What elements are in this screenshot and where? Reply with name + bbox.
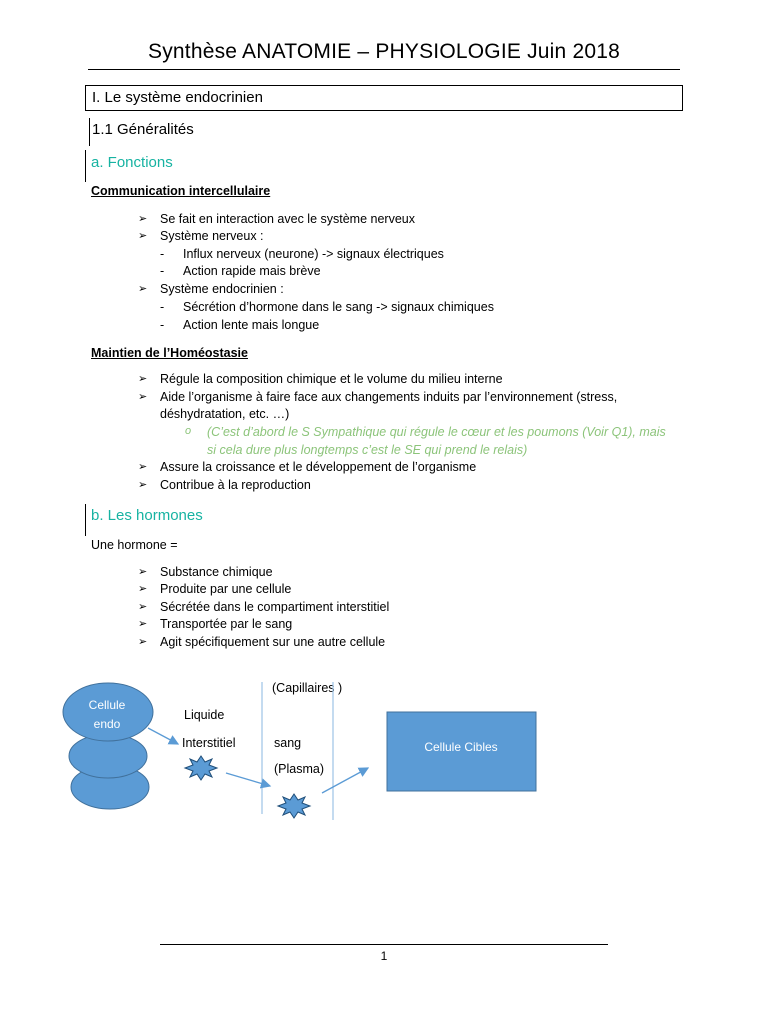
dash-bullet: - <box>160 247 165 261</box>
fonctions-heading: a. Fonctions <box>91 154 173 171</box>
page-header-title: Synthèse ANATOMIE – PHYSIOLOGIE Juin 2018 <box>148 40 620 63</box>
dash-bullet: - <box>160 264 165 278</box>
arrow-bullet-icon: ➢ <box>138 636 148 648</box>
page-number: 1 <box>380 949 388 963</box>
list-item: Substance chimique <box>160 565 273 579</box>
interstitiel-label: Interstitiel <box>182 736 236 750</box>
footer-rule <box>160 944 608 945</box>
arrow-bullet-icon: ➢ <box>138 601 148 613</box>
subsection-title: 1.1 Généralités <box>92 121 194 138</box>
list-item: Système nerveux : <box>160 229 264 243</box>
list-item-continuation: déshydratation, etc. …) <box>160 407 290 421</box>
homeostasis-heading: Maintien de l’Homéostasie <box>91 346 248 360</box>
heading-bar <box>89 118 90 146</box>
list-item: Sécrétion d’hormone dans le sang -> signaux chimiques <box>183 300 494 314</box>
list-item: Agit spécifiquement sur une autre cellule <box>160 635 386 649</box>
header-rule <box>88 69 680 70</box>
list-item: Sécrétée dans le compartiment interstitiel <box>160 600 390 614</box>
arrow-bullet-icon: ➢ <box>138 213 148 225</box>
capillaires-label: (Capillaires ) <box>272 681 343 695</box>
cell-label: endo <box>93 717 121 731</box>
arrow-bullet-icon: ➢ <box>138 461 148 473</box>
section-title-box <box>85 85 683 111</box>
plasma-label: (Plasma) <box>274 762 325 776</box>
list-item: Régule la composition chimique et le volume du milieu interne <box>160 372 503 386</box>
sang-label: sang <box>274 736 302 750</box>
note-line: (C’est d’abord le S Sympathique qui régule le cœur et les poumons (Voir Q1), mais <box>207 425 666 439</box>
cell-endo-ellipse <box>63 683 153 741</box>
list-item: Influx nerveux (neurone) -> signaux électriques <box>183 247 444 261</box>
hormones-heading: b. Les hormones <box>91 507 203 524</box>
dash-bullet: - <box>160 318 165 332</box>
list-item: Contribue à la reproduction <box>160 478 311 492</box>
section-title: I. Le système endocrinien <box>92 89 263 106</box>
arrow-bullet-icon: ➢ <box>138 230 148 242</box>
communication-heading: Communication intercellulaire <box>91 184 271 198</box>
hormone-star-icon <box>185 756 217 780</box>
list-item: Action lente mais longue <box>183 318 320 332</box>
heading-bar <box>85 504 86 536</box>
list-item: Aide l’organisme à faire face aux changements induits par l’environnement (stress, <box>160 390 618 404</box>
arrow-icon <box>226 773 270 786</box>
circle-bullet-icon: o <box>185 425 192 437</box>
list-item: Action rapide mais brève <box>183 264 321 278</box>
dash-bullet: - <box>160 300 165 314</box>
heading-bar <box>85 150 86 182</box>
target-cell-label: Cellule Cibles <box>424 740 498 754</box>
arrow-bullet-icon: ➢ <box>138 566 148 578</box>
list-item: Transportée par le sang <box>160 617 293 631</box>
arrow-bullet-icon: ➢ <box>138 391 148 403</box>
arrow-icon <box>322 768 368 793</box>
list-item: Produite par une cellule <box>160 582 292 596</box>
arrow-bullet-icon: ➢ <box>138 283 148 295</box>
hormone-intro: Une hormone = <box>91 538 178 552</box>
arrow-bullet-icon: ➢ <box>138 373 148 385</box>
hormone-star-icon <box>278 794 310 818</box>
list-item: Se fait en interaction avec le système nerveux <box>160 212 415 226</box>
arrow-bullet-icon: ➢ <box>138 618 148 630</box>
liquide-label: Liquide <box>184 708 225 722</box>
arrow-bullet-icon: ➢ <box>138 479 148 491</box>
arrow-bullet-icon: ➢ <box>138 583 148 595</box>
list-item: Système endocrinien : <box>160 282 284 296</box>
arrow-icon <box>148 728 178 744</box>
hormone-transport-diagram <box>0 660 768 840</box>
list-item: Assure la croissance et le développement de l’organisme <box>160 460 477 474</box>
note-line: si cela dure plus longtemps c’est le SE qui prend le relais) <box>207 443 528 457</box>
cell-label: Cellule <box>88 698 126 712</box>
